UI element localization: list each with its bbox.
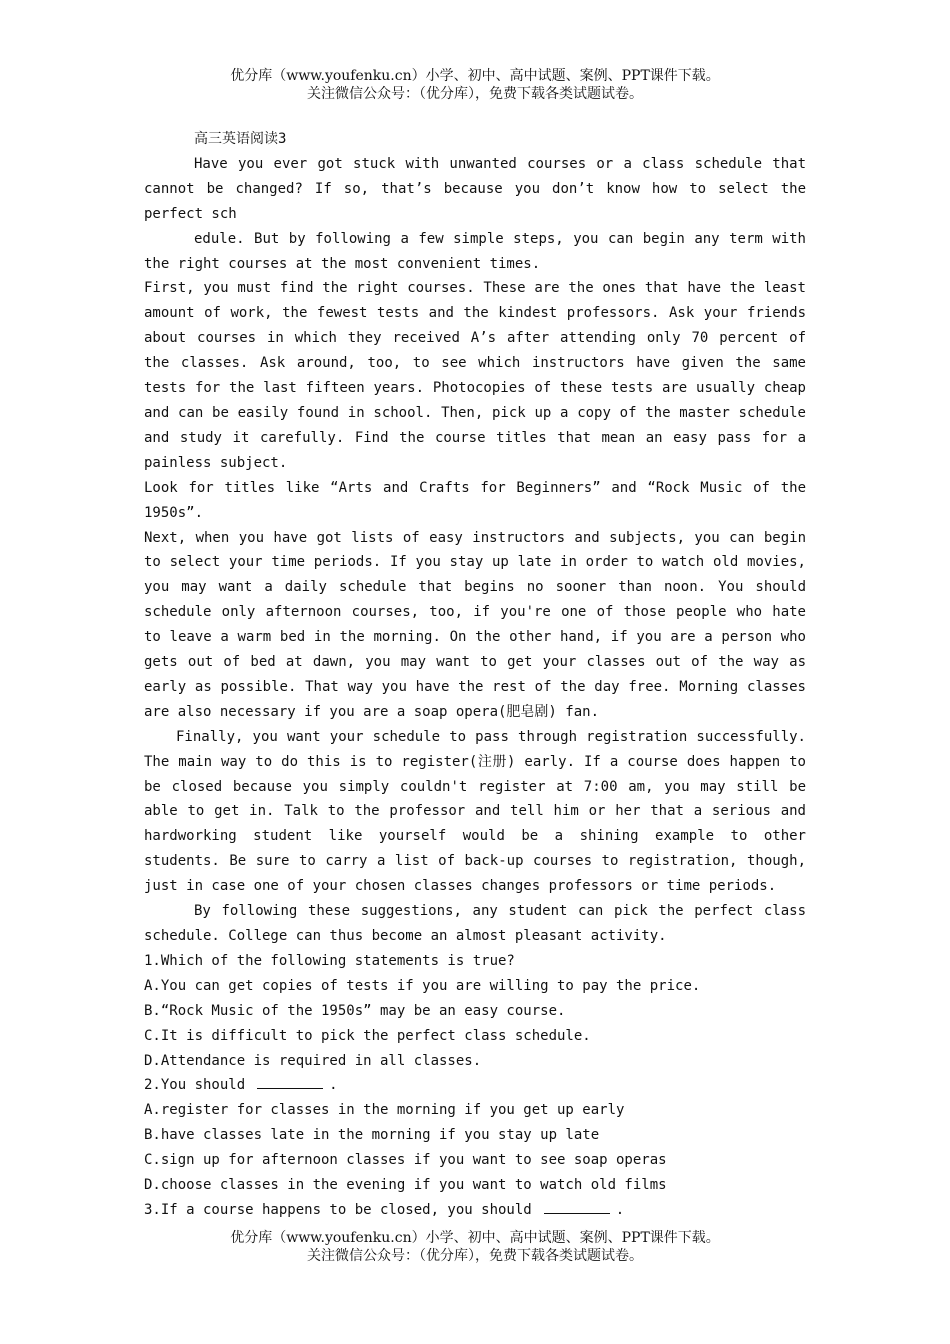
question-3 — [144, 1198, 806, 1223]
passage-paragraph-5: Finally, you want your schedule to pass through registration successfully. The main way to do this is to register(注册) early. If a course does happen to be closed because you simply couldn't register at 7:00 am, you may still be able to get in. Talk to the professor and tell him or her that a serious and hardworking student like yourself would be a shining example to other students. Be sure to carry a list of back-up courses to registration, though, just in case one of your chosen classes changes professors or time periods. — [144, 728, 806, 895]
question-2-stem: 2.You should — [144, 1077, 246, 1094]
question-2 — [144, 1073, 806, 1098]
footer-line-1: 优分库（www.youfenku.cn）小学、初中、高中试题、案例、PPT课件下载。 — [230, 1230, 720, 1246]
page-header — [0, 67, 950, 103]
question-2-option-a: A.register for classes in the morning if you get up early — [144, 1102, 625, 1119]
header-line-2: 关注微信公众号：（优分库），免费下载各类试题试卷。 — [307, 86, 643, 102]
passage-paragraph-1-continued: edule. But by following a few simple steps, you can begin any term with the right courses at the most convenient times. — [144, 230, 806, 272]
question-2-option-b: B.have classes late in the morning if you stay up late — [144, 1127, 600, 1144]
question-2-option-c: C.sign up for afternoon classes if you want to see soap operas — [144, 1152, 667, 1169]
document-body — [144, 127, 806, 1223]
answer-blank — [544, 1199, 610, 1214]
page-footer — [0, 1229, 950, 1265]
footer-line-2: 关注微信公众号：（优分库），免费下载各类试题试卷。 — [307, 1248, 643, 1264]
question-3-stem: 3.If a course happens to be closed, you should — [144, 1201, 532, 1218]
question-1-option-b: B.“Rock Music of the 1950s” may be an easy course. — [144, 1002, 566, 1019]
question-2-option-d: D.choose classes in the evening if you want to watch old films — [144, 1177, 667, 1194]
document-title: 高三英语阅读3 — [194, 131, 287, 147]
question-1-option-c: C.It is difficult to pick the perfect class schedule. — [144, 1027, 591, 1044]
question-2-end: . — [329, 1077, 338, 1094]
question-1-option-d: D.Attendance is required in all classes. — [144, 1052, 482, 1069]
passage-paragraph-2: First, you must find the right courses. These are the ones that have the least amount of work, the fewest tests and the kindest professors. Ask your friends about courses in which they received A’s after attending only 70 percent of the classes. Ask around, too, to see which instructors have given the same tests for the last fifteen years. Photocopies of these tests are usually cheap and can be easily found in school. Then, pick up a copy of the master schedule and study it carefully. Find the course titles that mean an easy pass for a painless subject. — [144, 280, 806, 471]
passage-paragraph-4: Next, when you have got lists of easy instructors and subjects, you can begin to select your time periods. If you stay up late in order to watch old movies, you may want a daily schedule that begins no sooner than noon. You should schedule only afternoon courses, too, if you're one of those people who hate to leave a warm bed in the morning. On the other hand, if you are a person who gets out of bed at dawn, you may want to get your classes out of the way as early as possible. That way you have the rest of the day free. Morning classes are also necessary if you are a soap opera(肥皂剧) fan. — [144, 529, 806, 720]
passage-paragraph-6: By following these suggestions, any student can pick the perfect class schedule. College can thus become an almost pleasant activity. — [144, 903, 806, 944]
passage-paragraph-1: Have you ever got stuck with unwanted courses or a class schedule that cannot be changed? If so, that’s because you don’t know how to select the perfect sch — [144, 155, 806, 222]
passage-paragraph-3: Look for titles like “Arts and Crafts for Beginners” and “Rock Music of the 1950s”. — [144, 479, 806, 521]
question-1-stem: 1.Which of the following statements is true? — [144, 952, 515, 969]
question-1-option-a: A.You can get copies of tests if you are willing to pay the price. — [144, 977, 701, 994]
answer-blank — [257, 1074, 323, 1089]
header-line-1: 优分库（www.youfenku.cn）小学、初中、高中试题、案例、PPT课件下载。 — [230, 68, 720, 84]
question-3-end: . — [615, 1201, 625, 1218]
